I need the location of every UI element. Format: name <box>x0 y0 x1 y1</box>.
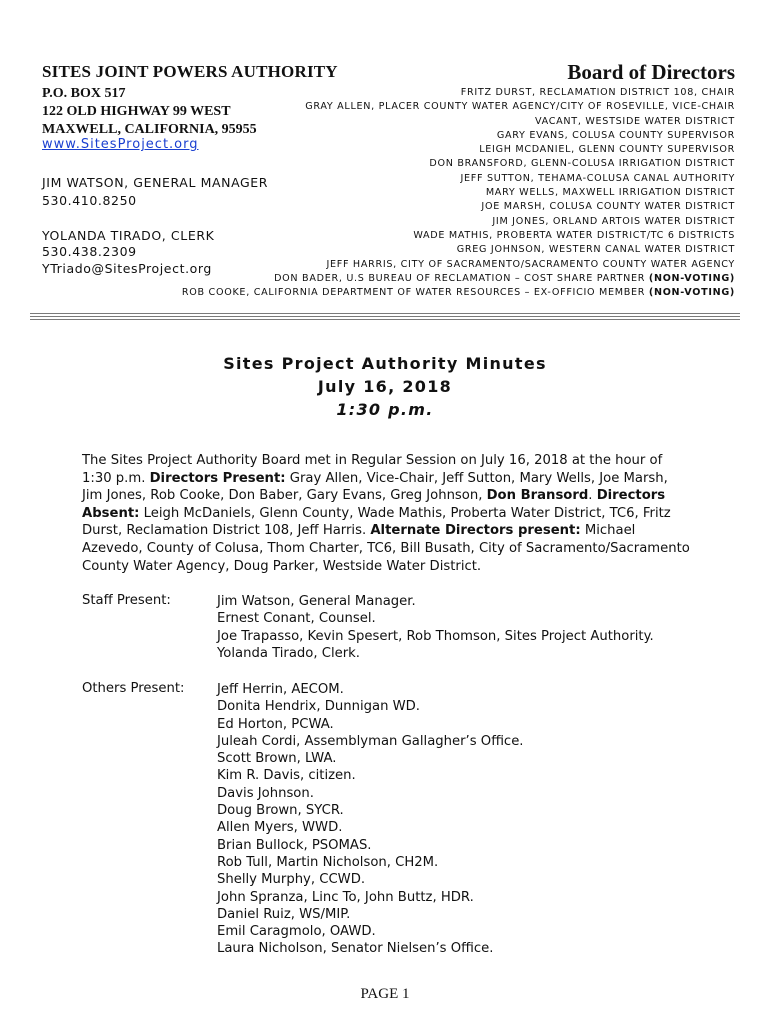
general-manager-phone: 530.410.8250 <box>42 193 137 208</box>
board-member: GREG JOHNSON, WESTERN CANAL WATER DISTRICT <box>456 244 735 256</box>
board-member: MARY WELLS, MAXWELL IRRIGATION DISTRICT <box>485 187 735 199</box>
list-item: Doug Brown, SYCR. <box>217 803 344 819</box>
header-divider <box>30 316 740 317</box>
list-item: Ed Horton, PCWA. <box>217 716 334 732</box>
nonvoting-tag: (NON-VOTING) <box>648 287 735 299</box>
board-title: Board of Directors <box>567 60 735 84</box>
board-member-list <box>182 86 735 300</box>
board-member: JEFF SUTTON, TEHAMA-COLUSA CANAL AUTHORITY <box>460 172 735 184</box>
board-member-nonvoting <box>182 286 735 300</box>
board-member-text: DON BADER, U.S BUREAU OF RECLAMATION – COST SHARE PARTNER <box>274 272 646 284</box>
board-member: LEIGH MCDANIEL, GLENN COUNTY SUPERVISOR <box>479 144 735 156</box>
header-divider <box>30 313 740 314</box>
list-item: Jeff Herrin, AECOM. <box>217 682 344 697</box>
intro-text: Michael Azevedo, County of Colusa, Thom Charter, TC6, Bill Busath, City of Sacramento/Sacramento County Water Agency, Doug Parker, Westside Water District. <box>82 523 690 574</box>
intro-text: Leigh McDaniels, Glenn County, Wade Mathis, Proberta Water District, TC6, Fritz Durst, Reclamation District 108, Jeff Harris. <box>82 505 671 539</box>
list-item: Kim R. Davis, citizen. <box>217 768 356 784</box>
board-member: WADE MATHIS, PROBERTA WATER DISTRICT/TC 6 DISTRICTS <box>413 229 735 241</box>
board-member: GARY EVANS, COLUSA COUNTY SUPERVISOR <box>496 129 735 141</box>
website-link[interactable]: www.SitesProject.org <box>42 137 199 152</box>
director-name-bold: Don Bransord <box>486 488 589 504</box>
clerk-phone: 530.438.2309 <box>42 244 137 259</box>
board-member: JIM JONES, ORLAND ARTOIS WATER DISTRICT <box>492 215 735 227</box>
header-divider <box>30 319 740 320</box>
address-line-1: P.O. BOX 517 <box>42 86 126 101</box>
page-number: PAGE 1 <box>360 986 410 1002</box>
alternate-directors-label: Alternate Directors present: <box>370 523 581 539</box>
intro-text: The Sites Project Authority Board met in Regular Session on July 16, 2018 at the hour of 1:30 p.m. <box>82 453 663 486</box>
board-member: GRAY ALLEN, PLACER COUNTY WATER AGENCY/CITY OF ROSEVILLE, VICE-CHAIR <box>305 101 735 113</box>
list-item: Laura Nicholson, Senator Nielsen’s Office. <box>217 941 494 957</box>
board-member: VACANT, WESTSIDE WATER DISTRICT <box>535 115 735 127</box>
intro-paragraph <box>82 452 692 575</box>
clerk-name: YOLANDA TIRADO, CLERK <box>42 228 215 243</box>
staff-present-list <box>217 593 654 662</box>
board-member: DON BRANSFORD, GLENN-COLUSA IRRIGATION DISTRICT <box>429 158 735 170</box>
list-item: Donita Hendrix, Dunnigan WD. <box>217 699 421 715</box>
list-item: Shelly Murphy, CCWD. <box>217 872 366 888</box>
address-line-3: MAXWELL, CALIFORNIA, 95955 <box>42 122 257 137</box>
board-member-text: ROB COOKE, CALIFORNIA DEPARTMENT OF WATER RESOURCES – EX-OFFICIO MEMBER <box>181 287 646 299</box>
list-item: Davis Johnson. <box>217 785 314 801</box>
address-line-2: 122 OLD HIGHWAY 99 WEST <box>42 104 231 119</box>
list-item: Scott Brown, LWA. <box>217 751 337 767</box>
board-member: FRITZ DURST, RECLAMATION DISTRICT 108, CHAIR <box>460 87 735 98</box>
others-present-label: Others Present: <box>82 681 185 696</box>
nonvoting-tag: (NON-VOTING) <box>648 272 735 284</box>
list-item: Allen Myers, WWD. <box>217 820 343 836</box>
directors-present-label: Directors Present: <box>149 470 286 486</box>
intro-text: Gray Allen, Vice-Chair, Jeff Sutton, Mary Wells, Joe Marsh, Jim Jones, Rob Cooke, Don Baber, Gary Evans, Greg Johnson, <box>82 470 668 504</box>
directors-absent-label: Directors Absent: <box>82 488 666 521</box>
list-item: Brian Bullock, PSOMAS. <box>217 837 372 853</box>
list-item: Emil Caragmolo, OAWD. <box>217 924 376 940</box>
others-present-list <box>217 681 524 958</box>
list-item: Ernest Conant, Counsel. <box>217 611 376 627</box>
list-item: Jim Watson, General Manager. <box>217 594 416 609</box>
list-item: Daniel Ruiz, WS/MIP. <box>217 906 351 922</box>
intro-text: . <box>588 488 597 504</box>
list-item: Joe Trapasso, Kevin Spesert, Rob Thomson, Sites Project Authority. <box>217 628 654 644</box>
document-date: July 16, 2018 <box>317 377 453 396</box>
list-item: Juleah Cordi, Assemblyman Gallagher’s Office. <box>217 733 524 749</box>
list-item: Rob Tull, Martin Nicholson, CH2M. <box>217 854 439 870</box>
organization-name: SITES JOINT POWERS AUTHORITY <box>42 62 338 81</box>
board-member-nonvoting <box>182 272 735 286</box>
general-manager-name: JIM WATSON, GENERAL MANAGER <box>42 175 269 190</box>
clerk-email: YTriado@SitesProject.org <box>42 261 212 276</box>
list-item: Yolanda Tirado, Clerk. <box>217 645 360 661</box>
board-member: JEFF HARRIS, CITY OF SACRAMENTO/SACRAMENTO COUNTY WATER AGENCY <box>326 258 735 270</box>
board-member: JOE MARSH, COLUSA COUNTY WATER DISTRICT <box>481 201 735 213</box>
list-item: John Spranza, Linc To, John Buttz, HDR. <box>217 889 474 905</box>
document-time: 1:30 p.m. <box>336 400 434 419</box>
document-title: Sites Project Authority Minutes <box>223 354 547 373</box>
staff-present-label: Staff Present: <box>82 593 171 608</box>
